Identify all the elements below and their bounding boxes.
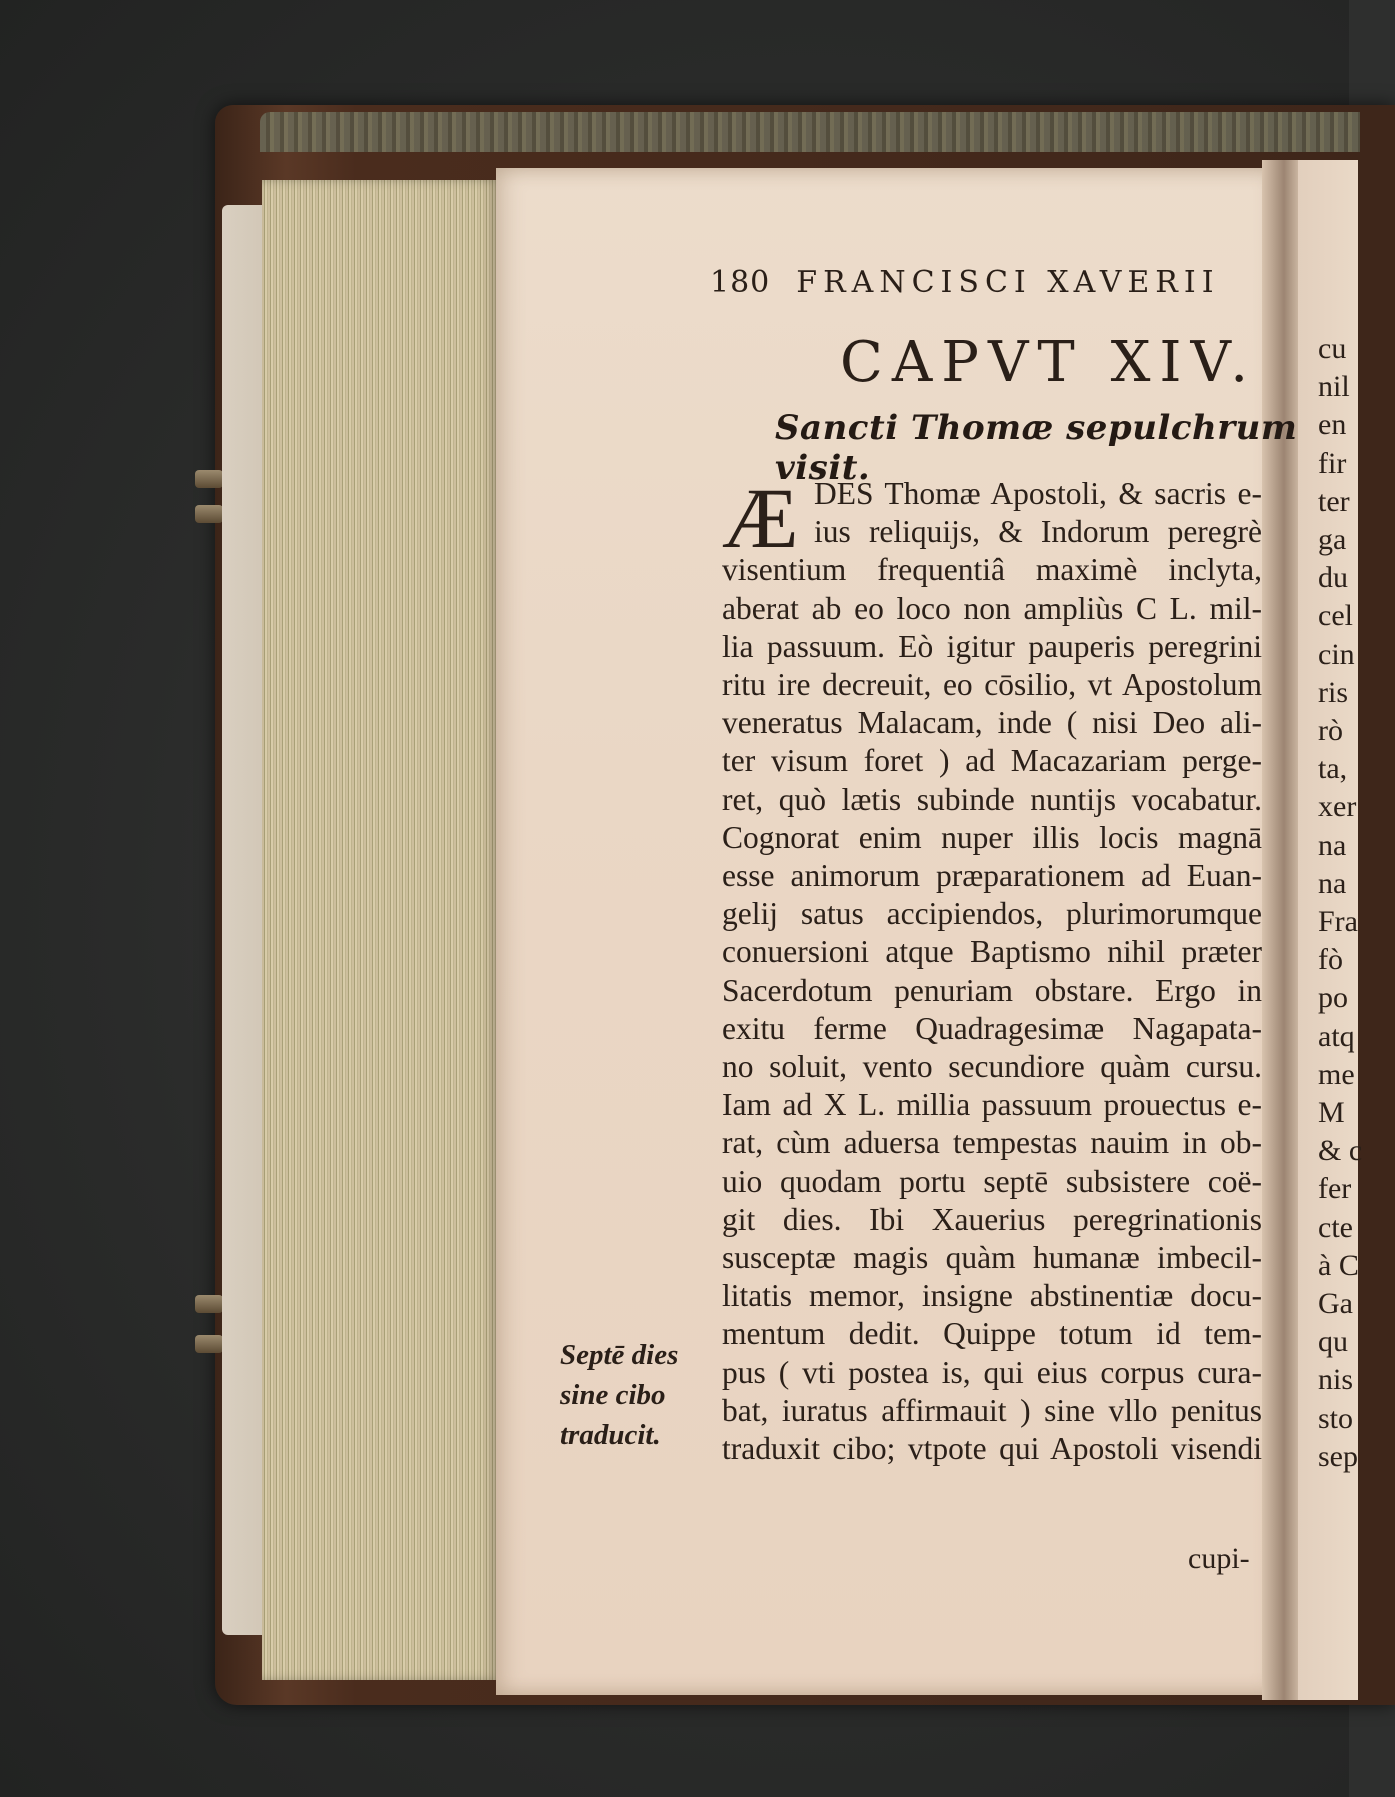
facing-line: me xyxy=(1318,1057,1355,1091)
facing-line: nil xyxy=(1318,370,1350,404)
facing-line: Ga xyxy=(1318,1287,1353,1321)
text-line: ius reliquijs, & Indorum peregrè xyxy=(814,514,1262,550)
text-line: traduxit cibo; vtpote qui Apostoli visendi xyxy=(722,1431,1262,1467)
text-line: aberat ab eo loco non ampliùs C L. mil- xyxy=(722,590,1262,626)
facing-line: du xyxy=(1318,561,1348,595)
text-line: veneratus Malacam, inde ( nisi Deo ali- xyxy=(722,705,1262,741)
clasp-icon xyxy=(195,505,223,523)
text-line: ter visum foret ) ad Macazariam perge- xyxy=(722,743,1262,779)
facing-line: qu xyxy=(1318,1325,1348,1359)
text-line: ritu ire decreuit, eo cōsilio, vt Apostolum xyxy=(722,667,1262,703)
text-line: uio quodam portu septē subsistere coë- xyxy=(722,1163,1262,1199)
facing-line: xer xyxy=(1318,790,1357,824)
facing-line: M xyxy=(1318,1096,1345,1130)
facing-line: cin xyxy=(1318,637,1355,671)
text-line: conuersioni atque Baptismo nihil præter xyxy=(722,934,1262,970)
clasp-icon xyxy=(195,1295,223,1313)
page-number: 180 xyxy=(710,265,771,300)
facing-line: sto xyxy=(1318,1401,1354,1435)
facing-line: en xyxy=(1318,408,1347,442)
facing-line: à C xyxy=(1318,1248,1359,1282)
facing-line: cu xyxy=(1318,332,1347,365)
marginal-note xyxy=(560,1335,720,1455)
text-line: DES Thomæ Apostoli, & sacris e- xyxy=(814,476,1262,511)
text-line: ret, quò lætis subinde nuntijs vocabatur. xyxy=(722,781,1262,817)
clasp-icon xyxy=(195,1335,223,1353)
running-title: FRANCISCI XAVERII xyxy=(796,265,1220,300)
facing-line: sep xyxy=(1318,1439,1358,1473)
facing-line: fer xyxy=(1318,1172,1352,1206)
facing-line: cel xyxy=(1318,599,1353,633)
facing-line: Fra xyxy=(1318,905,1358,939)
text-line: litatis memor, insigne abstinentiæ docu- xyxy=(722,1278,1262,1314)
facing-line: & c xyxy=(1318,1134,1363,1168)
facing-page-text xyxy=(1318,330,1363,1476)
facing-line: ga xyxy=(1318,523,1347,557)
facing-line: ta, xyxy=(1318,752,1348,786)
text-line: visentium frequentiâ maximè inclyta, xyxy=(722,552,1262,588)
text-line: susceptæ magis quàm humanæ imbecil- xyxy=(722,1240,1262,1276)
text-line: bat, iuratus affirmauit ) sine vllo penitus xyxy=(722,1392,1262,1428)
text-line: esse animorum præparationem ad Euan- xyxy=(722,858,1262,894)
body-text xyxy=(722,470,1262,1468)
chapter-heading: CAPVT XIV. xyxy=(840,330,1258,395)
facing-line: na xyxy=(1318,866,1347,900)
facing-line: fò xyxy=(1318,943,1343,977)
clasp-icon xyxy=(195,470,223,488)
text-line: rat, cùm aduersa tempestas nauim in ob- xyxy=(722,1125,1262,1161)
facing-line: atq xyxy=(1318,1019,1355,1053)
text-line: exitu ferme Quadragesimæ Nagapata- xyxy=(722,1010,1262,1046)
marginal-line: traducit. xyxy=(560,1419,661,1451)
text-line: no soluit, vento secundiore quàm cursu. xyxy=(722,1049,1262,1085)
catchword: cupi- xyxy=(1188,1542,1250,1575)
facing-line: ter xyxy=(1318,484,1350,518)
facing-line: ris xyxy=(1318,675,1348,709)
text-line: mentum dedit. Quippe totum id tem- xyxy=(722,1316,1262,1352)
drop-cap: Æ xyxy=(722,470,799,566)
facing-line: cte xyxy=(1318,1210,1353,1244)
text-line: Sacerdotum penuriam obstare. Ergo in xyxy=(722,972,1262,1008)
marginal-line: Septē dies xyxy=(560,1339,679,1371)
running-head xyxy=(710,265,1270,300)
text-line: Iam ad X L. millia passuum prouectus e- xyxy=(722,1087,1262,1123)
text-line: Cognorat enim nuper illis locis magnā xyxy=(722,819,1262,855)
text-line: git dies. Ibi Xauerius peregrinationis xyxy=(722,1201,1262,1237)
text-line: pus ( vti postea is, qui eius corpus cura- xyxy=(722,1354,1262,1390)
facing-line: fir xyxy=(1318,446,1347,480)
chapter-subtitle: Sancti Thomæ sepulchrum visit. xyxy=(775,408,1298,488)
text-line: gelij satus accipiendos, plurimorumque xyxy=(722,896,1262,932)
marginal-line: sine cibo xyxy=(560,1379,666,1411)
facing-line: rò xyxy=(1318,714,1343,748)
facing-line: po xyxy=(1318,981,1348,1015)
page-stack-edge xyxy=(262,180,502,1680)
cover-top-edge xyxy=(260,112,1360,152)
text-line: lia passuum. Eò igitur pauperis peregrini xyxy=(722,628,1262,664)
facing-line: nis xyxy=(1318,1363,1354,1397)
book-gutter xyxy=(1262,160,1302,1700)
facing-line: na xyxy=(1318,828,1347,862)
